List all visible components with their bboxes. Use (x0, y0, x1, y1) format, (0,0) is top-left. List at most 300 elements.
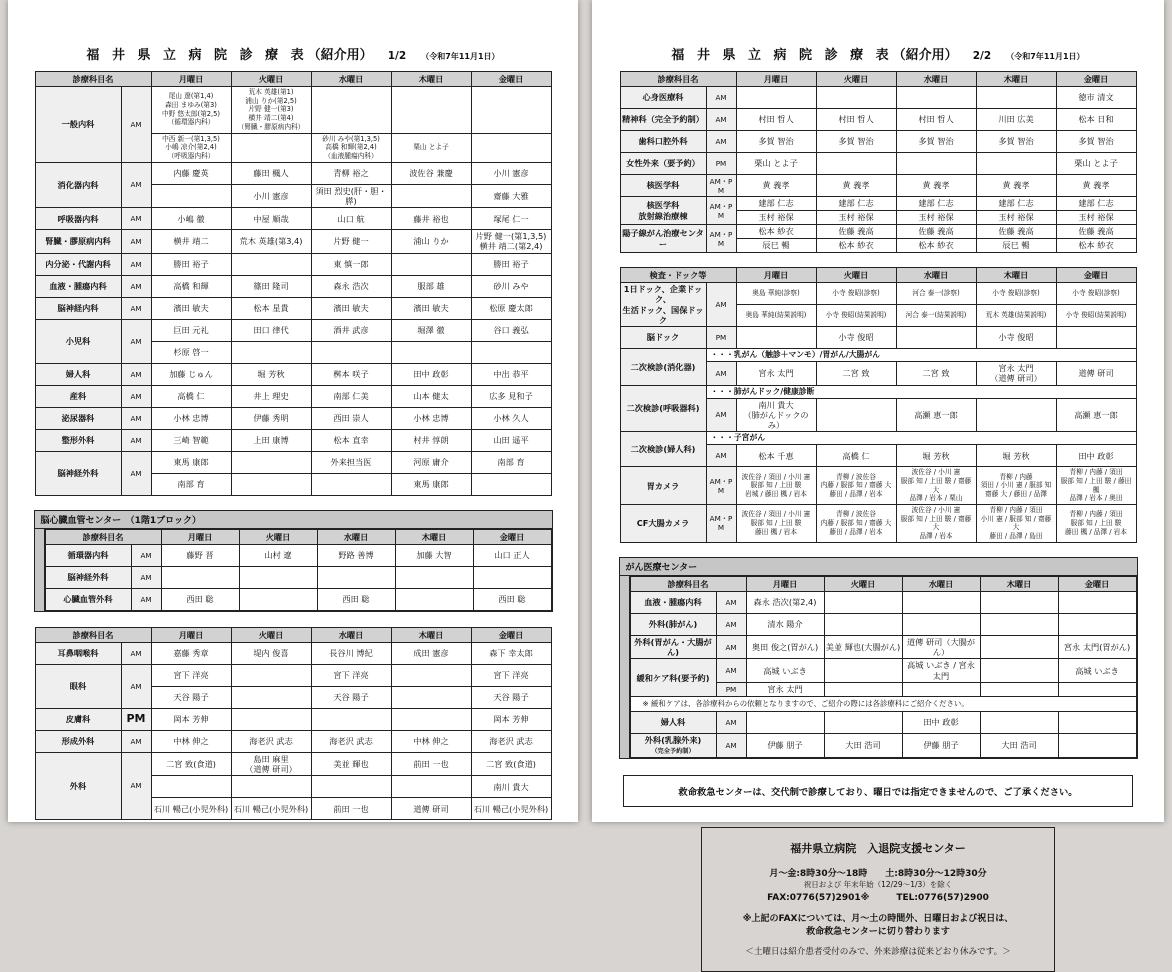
time-cell: AM (716, 591, 746, 613)
time-cell: AM (121, 230, 151, 254)
time-cell: AM (121, 407, 151, 429)
dept-header-cell: 診療科目名 (35, 72, 151, 87)
section-body (35, 529, 552, 611)
time-cell: AM (121, 253, 151, 275)
time-cell: AM (716, 613, 746, 635)
schedule-cell: 堤内 俊喜 (231, 642, 311, 664)
support-center-fax-note-1: ※上記のFAXについては、月～土の時間外、日曜日および祝日は、 (742, 913, 1014, 924)
schedule-cell: 道傳 研司（大腸がん） (902, 635, 980, 659)
schedule-cell: 石川 暢己(小児外科) (151, 798, 231, 820)
schedule-cell: 高城 いぶき / 宮永 太門 (902, 659, 980, 683)
department-cell: 心身医療科 (620, 87, 706, 109)
schedule-cell: 松本 星貴 (231, 297, 311, 319)
table-row (35, 363, 551, 385)
time-cell: AM (706, 283, 736, 327)
schedule-cell: 海老沢 武志 (231, 730, 311, 752)
schedule-cell: 海老沢 武志 (471, 730, 551, 752)
schedule-cell: 東馬 康郎 (391, 473, 471, 495)
department-cell: 婦人科 (630, 711, 716, 733)
schedule-cell: 片野 健一 (311, 230, 391, 254)
schedule-cell (816, 153, 896, 175)
schedule-cell: 勝田 裕子 (151, 253, 231, 275)
schedule-cell: 小寺 俊昭 (976, 327, 1056, 349)
schedule-cell: 尾山 遼(第1,4) 森田 まゆみ(第3) 中野 悠太郎(第2,5) （循環器内科） (151, 87, 231, 134)
table-row (630, 711, 1136, 733)
table-row (630, 659, 1136, 683)
schedule-cell: 多賀 智治 (816, 131, 896, 153)
schedule-cell: 村田 哲人 (896, 109, 976, 131)
schedule-cell: 中出 恭平 (471, 363, 551, 385)
schedule-cell: 中林 伸之 (151, 730, 231, 752)
department-cell: 女性外来（要予約） (620, 153, 706, 175)
schedule-cell: 松本 紗衣 (1056, 239, 1136, 253)
schedule-cell: 片野 健一(第1,3,5) 横井 靖二(第2,4) (471, 230, 551, 254)
day-header-cell: 水曜日 (896, 268, 976, 283)
section-left-strip (620, 576, 630, 758)
exam-type-note-cell: ・・・肺がんドック/健康診断 (706, 385, 1136, 398)
schedule-cell: 南川 貴大 （肺がんドックのみ） (736, 398, 816, 432)
schedule-cell: 田口 律代 (231, 319, 311, 341)
schedule-cell (391, 776, 471, 798)
schedule-cell (161, 566, 239, 588)
schedule-cell: 道傳 研司 (1056, 362, 1136, 386)
cancer-care-center-section (619, 557, 1138, 759)
schedule-cell (902, 591, 980, 613)
schedule-cell: 松本 紗衣 (896, 239, 976, 253)
schedule-cell: 二宮 致 (816, 362, 896, 386)
schedule-cell: 小林 忠博 (151, 407, 231, 429)
day-header-cell: 金曜日 (1056, 268, 1136, 283)
schedule-cell (471, 133, 551, 162)
schedule-cell: 横井 靖二 (151, 230, 231, 254)
time-cell: AM・PM (706, 505, 736, 543)
schedule-cell (896, 327, 976, 349)
schedule-cell: 辰巳 暢 (736, 239, 816, 253)
schedule-cell: 小林 忠博 (391, 407, 471, 429)
time-cell: PM (706, 327, 736, 349)
schedule-cell: 奥田 俊之(胃がん) (746, 635, 824, 659)
schedule-cell: 山村 遼 (239, 544, 317, 566)
table-row (630, 591, 1136, 613)
schedule-cell: 波佐谷 / 須田 / 小川 憲 服部 知 / 上田 駿 岩城 / 藤田 楓 / 岩本 (736, 467, 816, 505)
dept-header-cell: 診療科目名 (630, 576, 746, 591)
day-header-cell: 水曜日 (311, 72, 391, 87)
schedule-cell: 松本 紗衣 (816, 239, 896, 253)
time-cell: AM (706, 131, 736, 153)
department-cell: 耳鼻咽喉科 (35, 642, 121, 664)
schedule-cell (824, 659, 902, 683)
schedule-cell: 濱田 敏夫 (151, 297, 231, 319)
schedule-cell (824, 591, 902, 613)
schedule-cell: 天谷 陽子 (311, 686, 391, 708)
schedule-cell (746, 711, 824, 733)
schedule-cell: 堀 芳秋 (231, 363, 311, 385)
schedule-cell: 中屋 順哉 (231, 208, 311, 230)
schedule-cell: 堀 芳秋 (896, 445, 976, 467)
schedule-cell: 小川 憲彦 (231, 184, 311, 208)
time-cell: AM (706, 398, 736, 432)
schedule-cell: 森永 浩次 (311, 275, 391, 297)
schedule-cell: 大田 浩司 (824, 733, 902, 757)
schedule-cell: 前田 一也 (391, 752, 471, 776)
schedule-cell: 内藤 慶英 (151, 162, 231, 184)
schedule-cell: 南部 育 (471, 451, 551, 473)
schedule-cell (902, 613, 980, 635)
schedule-cell: 砂川 みや(第1,3,5) 高橋 和輝(第2,4) （血液腫瘍内科） (311, 133, 391, 162)
schedule-cell: 黄 義孝 (896, 175, 976, 197)
table-row (35, 162, 551, 184)
department-cell: 皮膚科 (35, 708, 121, 730)
schedule-cell: 藤野 晋 (161, 544, 239, 566)
schedule-cell: 加藤 大智 (395, 544, 473, 566)
time-cell: AM (706, 362, 736, 386)
schedule-cell (231, 253, 311, 275)
schedule-cell: 三崎 智範 (151, 429, 231, 451)
schedule-cell (311, 708, 391, 730)
page-date: （令和7年11月1日） (1006, 52, 1085, 61)
table-row (620, 349, 1136, 362)
schedule-cell: 宮永 太門 (746, 682, 824, 696)
time-cell: AM (121, 429, 151, 451)
schedule-cell (824, 613, 902, 635)
schedule-cell: 荒木 英雄(第1) 浦山 りか(第2,5) 片野 健一(第3) 横井 靖二(第4) （腎臓・膠原病内科） (231, 87, 311, 134)
schedule-cell: 南部 育 (151, 473, 231, 495)
schedule-cell (471, 341, 551, 363)
section-title: がん医療センター (620, 558, 1137, 576)
schedule-cell: 成田 憲彦 (391, 642, 471, 664)
schedule-cell: 二宮 致(食道) (471, 752, 551, 776)
schedule-cell: 西田 聡 (161, 588, 239, 610)
schedule-cell: 波佐谷 兼慶 (391, 162, 471, 184)
schedule-cell: 小寺 俊昭(診察) (976, 283, 1056, 305)
schedule-cell: 小寺 俊昭(結果説明) (816, 305, 896, 327)
department-cell: 眼科 (35, 664, 121, 708)
schedule-cell: 清水 陽介 (746, 613, 824, 635)
time-cell: AM (716, 733, 746, 757)
schedule-cell: 美並 輝也(大腸がん) (824, 635, 902, 659)
day-header-cell: 月曜日 (746, 576, 824, 591)
schedule-cell (471, 473, 551, 495)
table-row (620, 432, 1136, 445)
time-cell: AM (121, 208, 151, 230)
time-cell: AM (131, 588, 161, 610)
department-cell: 脳神経内科 (35, 297, 121, 319)
schedule-cell (824, 711, 902, 733)
schedule-cell (1058, 613, 1136, 635)
schedule-cell: 多賀 智治 (896, 131, 976, 153)
schedule-cell: 藤田 楓人 (231, 162, 311, 184)
schedule-cell: 濱田 敏夫 (391, 297, 471, 319)
schedule-cell: 徳市 清文 (1056, 87, 1136, 109)
schedule-cell (151, 776, 231, 798)
page-title-text: 福 井 県 立 病 院 診 療 表 (671, 48, 893, 63)
schedule-cell: 黄 義孝 (736, 175, 816, 197)
schedule-cell: 田中 政彰 (391, 363, 471, 385)
department-cell: 消化器内科 (35, 162, 121, 208)
schedule-cell (395, 566, 473, 588)
dept-header-cell: 診療科目名 (45, 529, 161, 544)
note-cell: ※ 緩和ケアは、各診療科からの依頼となりますので、ご紹介の際には各診療科にご紹介ください。 (630, 696, 1136, 711)
department-cell: 脳神経外科 (35, 451, 121, 495)
schedule-cell (391, 664, 471, 686)
schedule-cell: 桝本 咲子 (311, 363, 391, 385)
schedule-cell: 南部 仁美 (311, 385, 391, 407)
schedule-cell (980, 635, 1058, 659)
schedule-cell: 岡本 芳伸 (471, 708, 551, 730)
table-row (45, 588, 551, 610)
table-row (630, 733, 1136, 757)
schedule-cell: 建部 仁志 (1056, 197, 1136, 211)
table-row (35, 275, 551, 297)
brain-heart-vascular-center-section (34, 510, 553, 612)
schedule-cell: 松本 千恵 (736, 445, 816, 467)
schedule-cell: 山本 健太 (391, 385, 471, 407)
schedule-cell: 外来担当医 (311, 451, 391, 473)
time-cell: AM (121, 664, 151, 708)
table-header-row (620, 268, 1136, 283)
schedule-cell (816, 87, 896, 109)
time-cell: AM (121, 730, 151, 752)
brain-heart-vascular-center-table (45, 529, 552, 611)
time-cell: AM (131, 544, 161, 566)
schedule-cell: 高瀬 恵一郎 (1056, 398, 1136, 432)
schedule-cell (902, 682, 980, 696)
schedule-cell (391, 341, 471, 363)
section-left-strip (35, 529, 45, 611)
schedule-cell (231, 451, 311, 473)
schedule-cell: 栗山 とよ子 (391, 133, 471, 162)
schedule-cell (231, 133, 311, 162)
schedule-cell: 高橋 和輝 (151, 275, 231, 297)
department-cell: 1日ドック、企業ドック、 生活ドック、国保ドック (620, 283, 706, 327)
schedule-cell: 山口 正人 (473, 544, 551, 566)
schedule-cell: 藤井 裕也 (391, 208, 471, 230)
day-header-cell: 木曜日 (395, 529, 473, 544)
schedule-cell: 田中 政彰 (902, 711, 980, 733)
schedule-cell (896, 87, 976, 109)
schedule-cell: 二宮 致 (896, 362, 976, 386)
day-header-cell: 水曜日 (311, 627, 391, 642)
day-header-cell: 金曜日 (471, 627, 551, 642)
table-row (35, 752, 551, 776)
table-header-row (35, 627, 551, 642)
admission-support-center-box (701, 827, 1055, 972)
table-row (35, 230, 551, 254)
schedule-cell: 松本 紗衣 (736, 225, 816, 239)
schedule-cell: 山口 航 (311, 208, 391, 230)
schedule-cell: 河合 泰一(診察) (896, 283, 976, 305)
department-cell: 婦人科 (35, 363, 121, 385)
schedule-cell (976, 398, 1056, 432)
table-header-row (620, 72, 1136, 87)
day-header-cell: 月曜日 (161, 529, 239, 544)
day-header-cell: 火曜日 (824, 576, 902, 591)
table-row (35, 208, 551, 230)
day-header-cell: 火曜日 (231, 627, 311, 642)
schedule-cell (1058, 591, 1136, 613)
schedule-cell: 中林 伸之 (391, 730, 471, 752)
support-center-fax-tel: FAX:0776(57)2901※ TEL:0776(57)2900 (767, 892, 989, 903)
schedule-cell: 西田 聡 (317, 588, 395, 610)
schedule-cell: 多賀 智治 (736, 131, 816, 153)
schedule-cell: 天谷 陽子 (471, 686, 551, 708)
table-header-row (35, 72, 551, 87)
main-departments-table (35, 71, 552, 496)
time-cell: AM (706, 109, 736, 131)
schedule-cell (239, 588, 317, 610)
time-cell: AM (121, 297, 151, 319)
schedule-cell: 建部 仁志 (896, 197, 976, 211)
table-row (45, 544, 551, 566)
schedule-cell: 森永 浩次(第2,4) (746, 591, 824, 613)
schedule-cell: 石川 暢己(小児外科) (471, 798, 551, 820)
schedule-cell: 高城 いぶき (1058, 659, 1136, 683)
table-row (620, 467, 1136, 505)
schedule-cell: 玉村 裕保 (736, 211, 816, 225)
department-cell: 外科(乳腺外来) （完全予約制） (630, 733, 716, 757)
schedule-cell: 伊藤 朋子 (746, 733, 824, 757)
department-cell: 血液・腫瘍内科 (630, 591, 716, 613)
page-title-text: 福 井 県 立 病 院 診 療 表 (86, 48, 308, 63)
table-row (35, 730, 551, 752)
schedule-cell: 青柳 / 内藤 / 須田 服部 知 / 上田 駿 / 藤田 楓 品澤 / 岩本 / 奥田 (1056, 467, 1136, 505)
schedule-cell: 荒木 英雄(第3,4) (231, 230, 311, 254)
department-cell: 歯科口腔外科 (620, 131, 706, 153)
schedule-cell: 森下 幸太郎 (471, 642, 551, 664)
day-header-cell: 金曜日 (473, 529, 551, 544)
schedule-cell: 奥島 華純(結果説明) (736, 305, 816, 327)
schedule-cell: 佐藤 義高 (1056, 225, 1136, 239)
schedule-cell: 佐藤 義高 (816, 225, 896, 239)
schedule-cell (824, 682, 902, 696)
schedule-cell: 西田 聡 (473, 588, 551, 610)
schedule-cell: 小寺 俊昭(診察) (1056, 283, 1136, 305)
schedule-cell (976, 153, 1056, 175)
table-row (630, 613, 1136, 635)
table-row (35, 319, 551, 341)
time-cell: AM (131, 566, 161, 588)
table-row (620, 131, 1136, 153)
department-cell: 精神科（完全予約制） (620, 109, 706, 131)
schedule-cell: 玉村 裕保 (976, 211, 1056, 225)
day-header-cell: 木曜日 (976, 72, 1056, 87)
schedule-cell: 谷口 義弘 (471, 319, 551, 341)
schedule-cell: 辰巳 暢 (976, 239, 1056, 253)
department-cell: 循環器内科 (45, 544, 131, 566)
dept-header-cell: 検査・ドック等 (620, 268, 736, 283)
time-cell: AM (121, 319, 151, 363)
day-header-cell: 金曜日 (1056, 72, 1136, 87)
schedule-cell: 玉村 裕保 (1056, 211, 1136, 225)
table-row (35, 429, 551, 451)
schedule-cell: 高橋 仁 (816, 445, 896, 467)
schedule-cell (736, 87, 816, 109)
schedule-cell: 波佐谷 / 小川 憲 服部 知 / 上田 駿 / 齋藤 大 品澤 / 岩本 (896, 505, 976, 543)
schedule-cell: 巨田 元礼 (151, 319, 231, 341)
support-center-saturday-note: ＜土曜日は紹介患者受付のみで、外来診療は従来どおり休みです。＞ (745, 946, 1011, 957)
page-1-title (8, 44, 578, 63)
schedule-cell: 美並 輝也 (311, 752, 391, 776)
page-title-paren: （紹介用） (892, 48, 958, 63)
department-cell: 小児科 (35, 319, 121, 363)
schedule-cell: 奥島 華純(診察) (736, 283, 816, 305)
schedule-cell: 高瀬 恵一郎 (896, 398, 976, 432)
department-cell: 一般内科 (35, 87, 121, 163)
page-number: 2/2 (972, 50, 992, 62)
schedule-cell (231, 341, 311, 363)
time-cell: AM・PM (706, 225, 736, 253)
schedule-cell (391, 253, 471, 275)
schedule-cell: 小川 憲彦 (471, 162, 551, 184)
schedule-cell: 海老沢 武志 (311, 730, 391, 752)
schedule-cell: 松本 直幸 (311, 429, 391, 451)
examination-dock-table-host (592, 267, 1164, 543)
schedule-cell: 栗山 とよ子 (1056, 153, 1136, 175)
note-row (630, 696, 1136, 711)
time-cell: AM (706, 445, 736, 467)
schedule-cell: 宮下 洋亮 (151, 664, 231, 686)
time-cell: PM (716, 682, 746, 696)
exam-type-note-cell: ・・・乳がん（触診＋マンモ）/胃がん/大腸がん (706, 349, 1136, 362)
schedule-cell: 黄 義孝 (976, 175, 1056, 197)
schedule-cell: 河原 庸介 (391, 451, 471, 473)
schedule-cell (1056, 327, 1136, 349)
department-cell: 二次検診(呼吸器科) (620, 385, 706, 432)
schedule-cell: 青柳 裕之 (311, 162, 391, 184)
table-header-row (630, 576, 1136, 591)
day-header-cell: 木曜日 (391, 627, 471, 642)
schedule-cell: 村井 惇朗 (391, 429, 471, 451)
schedule-cell: 東馬 康郎 (151, 451, 231, 473)
schedule-cell (736, 327, 816, 349)
schedule-cell (896, 153, 976, 175)
schedule-cell: 西田 崇人 (311, 407, 391, 429)
table-row (620, 153, 1136, 175)
schedule-cell (473, 566, 551, 588)
schedule-cell: 田中 政彰 (1056, 445, 1136, 467)
page-date: （令和7年11月1日） (421, 52, 500, 61)
table-row (35, 642, 551, 664)
schedule-cell: 村田 哲人 (816, 109, 896, 131)
schedule-cell: 松原 慶太郎 (471, 297, 551, 319)
department-cell: 腎臓・膠原病内科 (35, 230, 121, 254)
schedule-cell: 青柳 / 波佐谷 内藤 / 服部 知 / 齋藤 大 藤田 / 品澤 / 岩本 (816, 467, 896, 505)
schedule-cell: 荒木 英雄(結果説明) (976, 305, 1056, 327)
schedule-cell: 川田 広美 (976, 109, 1056, 131)
department-cell: 陽子線がん治療センター (620, 225, 706, 253)
schedule-cell: 杉原 啓一 (151, 341, 231, 363)
table-row (620, 505, 1136, 543)
schedule-cell (239, 566, 317, 588)
day-header-cell: 火曜日 (231, 72, 311, 87)
table-row (35, 385, 551, 407)
time-cell: AM (716, 635, 746, 659)
day-header-cell: 火曜日 (239, 529, 317, 544)
day-header-cell: 木曜日 (976, 268, 1056, 283)
department-cell: 脳神経外科 (45, 566, 131, 588)
table-header-row (45, 529, 551, 544)
schedule-cell: 砂川 みや (471, 275, 551, 297)
schedule-cell (980, 711, 1058, 733)
schedule-cell: 小嶋 徹 (151, 208, 231, 230)
support-center-title: 福井県立病院 入退院支援センター (790, 841, 966, 855)
exam-type-note-cell: ・・・子宮がん (706, 432, 1136, 445)
support-center-fax-note-2: 救命救急センターに切り替わります (806, 926, 950, 937)
day-header-cell: 金曜日 (471, 72, 551, 87)
schedule-cell: 中西 新一(第1,3,5) 小嶋 凉介(第2,4) （呼吸器内科） (151, 133, 231, 162)
department-cell: 外科(肺がん) (630, 613, 716, 635)
department-cell: CF大腸カメラ (620, 505, 706, 543)
